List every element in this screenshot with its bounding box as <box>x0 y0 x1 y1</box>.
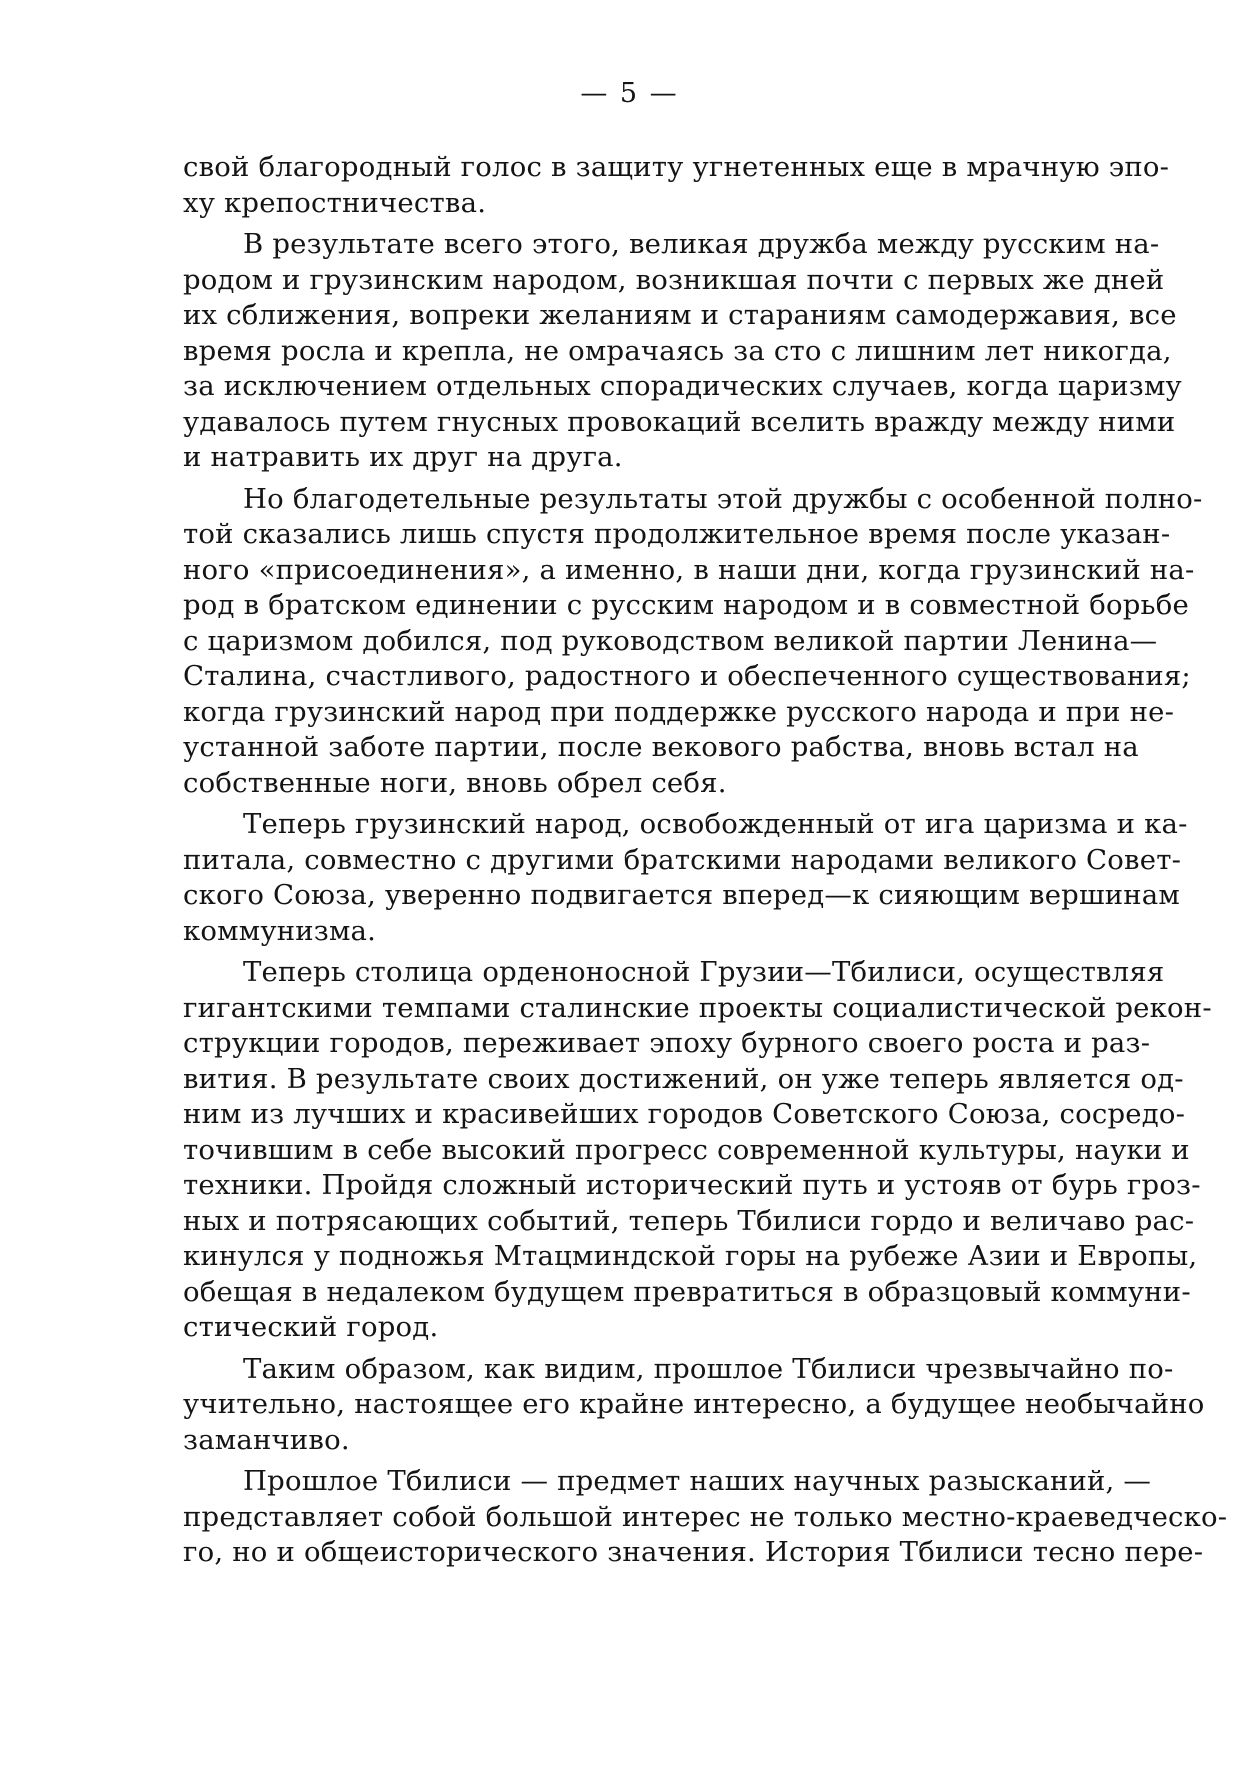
paragraph <box>183 482 1203 802</box>
text-line: кинулся у подножья Мтацминдской горы на рубеже Азии и Европы, <box>183 1240 1198 1272</box>
text-line: вития. В результате своих достижений, он уже теперь является од- <box>183 1062 1184 1095</box>
text-line: струкции городов, переживает эпоху бурного своего роста и раз- <box>183 1027 1151 1059</box>
paragraph <box>183 955 1212 1346</box>
text-line: родом и грузинским народом, возникшая почти с первых же дней <box>183 263 1165 296</box>
text-line: и натравить их друг на друга. <box>183 441 623 473</box>
text-line: учительно, настоящее его крайне интересно, а будущее необычайно <box>183 1388 1205 1420</box>
text-line: Теперь столица орденоносной Грузии—Тбилиси, осуществляя <box>243 956 1165 988</box>
text-line: ху крепостничества. <box>183 186 487 219</box>
text-line: го, но и общеисторического значения. История Тбилиси тесно пере- <box>183 1536 1204 1568</box>
text-line: собственные ноги, вновь обрел себя. <box>183 766 727 799</box>
text-line: точившим в себе высокий прогресс современной культуры, науки и <box>183 1133 1190 1166</box>
paragraph <box>183 227 1182 476</box>
text-line: Но благодетельные результаты этой дружбы с особенной полно- <box>243 482 1203 515</box>
text-line: стический город. <box>183 1311 439 1343</box>
text-line: удавалось путем гнусных провокаций вселить вражду между ними <box>183 405 1176 438</box>
text-line: ных и потрясающих событий, теперь Тбилиси гордо и величаво рас- <box>183 1204 1195 1237</box>
text-line: коммунизма. <box>183 914 377 947</box>
text-line: свой благородный голос в защиту угнетенных еще в мрачную эпо- <box>183 151 1170 183</box>
text-line: время росла и крепла, не омрачаясь за сто с лишним лет никогда, <box>183 334 1172 367</box>
text-line: Теперь грузинский народ, освобожденный от ига царизма и ка- <box>243 808 1188 840</box>
text-line: Прошлое Тбилиси — предмет наших научных разысканий, — <box>243 1465 1152 1497</box>
text-line: ского Союза, уверенно подвигается вперед—к сияющим вершинам <box>183 879 1180 911</box>
text-line: техники. Пройдя сложный исторический путь и устояв от бурь гроз- <box>183 1169 1201 1201</box>
text-line: гигантскими темпами сталинские проекты социалистической рекон- <box>183 991 1212 1024</box>
paragraph <box>183 150 1170 221</box>
text-line: представляет собой большой интерес не только местно-краеведческо- <box>183 1500 1228 1533</box>
text-line: за исключением отдельных спорадических случаев, когда царизму <box>183 370 1182 402</box>
text-line: с царизмом добился, под руководством великой партии Ленина— <box>183 624 1158 657</box>
paragraph <box>183 1464 1228 1571</box>
text-line: их сближения, вопреки желаниям и стараниям самодержавия, все <box>183 299 1177 331</box>
text-line: питала, совместно с другими братскими народами великого Совет- <box>183 843 1182 876</box>
text-line: обещая в недалеком будущем превратиться в образцовый коммуни- <box>183 1275 1191 1308</box>
paragraph <box>183 1352 1205 1459</box>
page-number: — 5 — <box>580 78 679 109</box>
text-line: В результате всего этого, великая дружба между русским на- <box>243 228 1160 260</box>
text-line: заманчиво. <box>183 1423 350 1456</box>
text-line: той сказались лишь спустя продолжительное время после указан- <box>183 518 1171 550</box>
text-line: Сталина, счастливого, радостного и обеспеченного существования; <box>183 660 1191 692</box>
text-line: ним из лучших и красивейших городов Советского Союза, сосредо- <box>183 1098 1186 1130</box>
text-line: устанной заботе партии, после векового рабства, вновь встал на <box>183 731 1139 763</box>
text-line: ного «присоединения», а именно, в наши дни, когда грузинский на- <box>183 553 1195 586</box>
paragraph <box>183 807 1188 949</box>
text-line: когда грузинский народ при поддержке русского народа и при не- <box>183 695 1175 728</box>
text-line: род в братском единении с русским народом и в совместной борьбе <box>183 589 1189 621</box>
body-text <box>183 150 1228 1571</box>
text-line: Таким образом, как видим, прошлое Тбилиси чрезвычайно по- <box>243 1352 1174 1385</box>
